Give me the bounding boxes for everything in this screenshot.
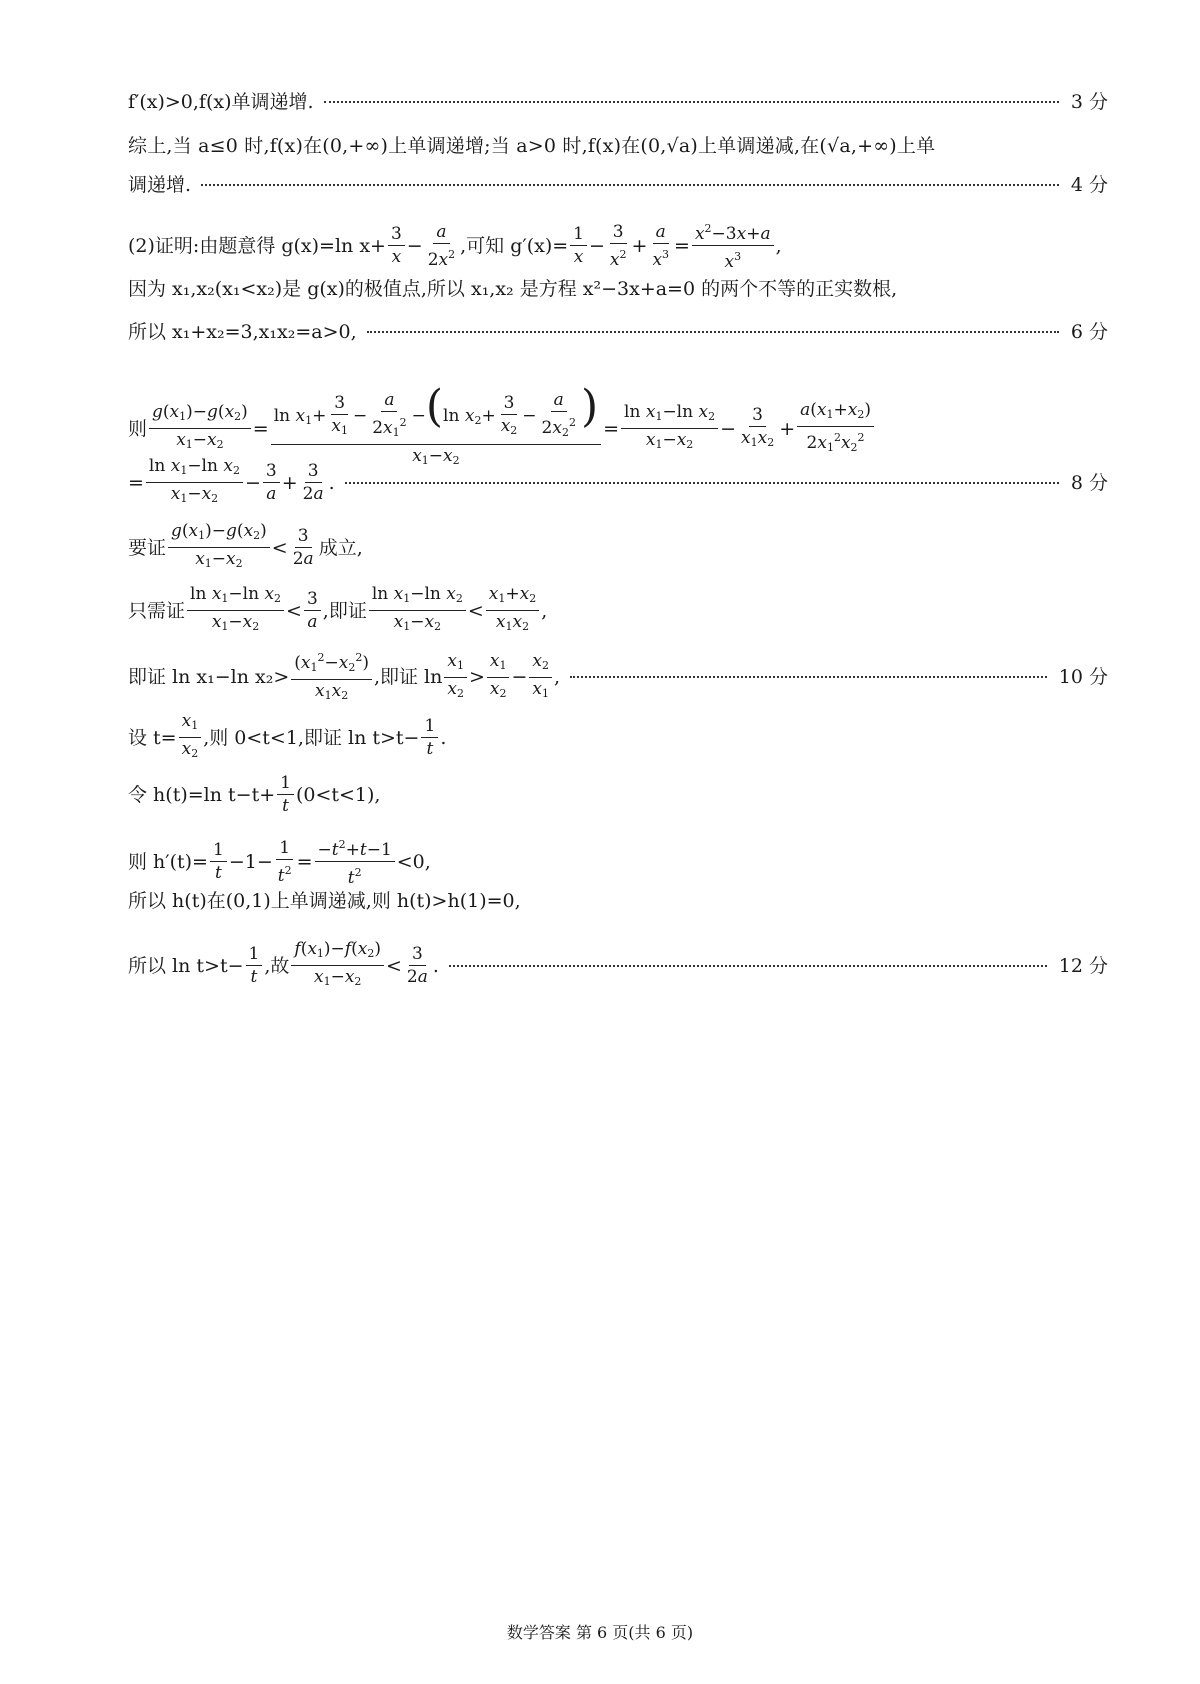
fraction: $\frac{\ln x_1-\ln x_2}{x_1-x_2}$: [146, 455, 243, 510]
line-11-prefix: 即证 ln x₁−ln x₂>: [128, 666, 290, 688]
dot-leader: [449, 965, 1047, 967]
fraction: $\frac{3}{x}$: [388, 223, 405, 268]
line-13-prefix: 令 h(t)=ln t−t+: [128, 783, 276, 806]
line-16: 所以 ln t>t− $\frac{1}{t}$ ,故 $\frac{f(x_1)-f(x_2)}{x_1-x_2}$ < $\frac{3}{2a}$ . 12 分: [128, 938, 1108, 993]
fraction: $\frac{3}{x_1x_2}$: [741, 404, 775, 449]
line-12: 设 t= $\frac{x_1}{x_2}$ ,则 0<t<1,即证 ln t>t− $\frac{1}{t}$ .: [128, 710, 1108, 765]
line-10-mid: ,即证: [322, 599, 367, 622]
line-3-text: 调递增.: [128, 174, 192, 196]
line-5-text: 因为 x₁,x₂(x₁<x₂)是 g(x)的极值点,所以 x₁,x₂ 是方程 x²−3x+a=0 的两个不等的正实数根,: [128, 278, 898, 300]
fraction: $\frac{3}{a}$: [304, 588, 321, 633]
line-14: 则 h′(t)= $\frac{1}{t}$ −1− $\frac{1}{t^2}$ = $\frac{-t^2+t-1}{t^2}$ <0,: [128, 834, 1108, 889]
fraction: $\frac{1}{x}$: [570, 223, 587, 268]
fraction: $\frac{f(x_1)-f(x_2)}{x_1-x_2}$: [291, 938, 384, 993]
fraction: $\frac{a}{2x^2}$: [427, 221, 456, 270]
line-8: = $\frac{\ln x_1-\ln x_2}{x_1-x_2}$ − $\frac{3}{a}$ + $\frac{3}{2a}$ . 8 分: [128, 455, 1108, 510]
dot-leader: [324, 101, 1059, 103]
fraction: $\frac{1}{t}$: [210, 839, 227, 884]
score-3: 3 分: [1070, 91, 1108, 113]
fraction: $\frac{(x_1^2-x_2^2)}{x_1x_2}$: [291, 647, 372, 707]
dot-leader: [201, 184, 1059, 186]
fraction: $\frac{1}{t}$: [421, 715, 438, 760]
line-5: [128, 274, 1108, 304]
line-6-text: 所以 x₁+x₂=3,x₁x₂=a>0,: [128, 321, 357, 343]
score-12: 12 分: [1058, 954, 1108, 977]
line-13: [128, 772, 1108, 817]
line-4-prefix: (2)证明:由题意得 g(x)=ln x+: [128, 234, 386, 257]
fraction: $\ln x_1+$ $\frac{3}{x_1}$ − $\frac{a}{2x_1^2}$ −(ln $x_2+$ $\frac{3}{x_2}$ − $\frac{a}{2x_2^2}$ ) $x_1-x_2$: [271, 385, 601, 472]
line-12-suffix: ,则 0<t<1,即证 ln t>t−: [203, 726, 420, 749]
fraction: $\frac{-t^2+t-1}{t^2}$: [315, 834, 395, 889]
line-16-mid: ,故: [264, 954, 290, 977]
score-10: 10 分: [1058, 666, 1108, 688]
line-10: 只需证 $\frac{\ln x_1-\ln x_2}{x_1-x_2}$ < $\frac{3}{a}$ ,即证 $\frac{\ln x_1-\ln x_2}{x_1-x_2}$ < $\frac{x_1+x_2}{x_1x_2}$ ,: [128, 583, 1108, 638]
line-16-prefix: 所以 ln t>t−: [128, 954, 244, 977]
line-15: [128, 886, 1108, 916]
fraction: $\frac{3}{a}$: [263, 460, 280, 505]
fraction: $\frac{3}{2a}$: [406, 944, 428, 987]
score-4: 4 分: [1070, 174, 1108, 196]
page-footer: 数学答案 第 6 页(共 6 页): [506, 1623, 694, 1642]
line-6: [128, 317, 1108, 347]
dot-leader: [367, 331, 1059, 333]
dot-leader: [345, 482, 1059, 484]
line-9-prefix: 要证: [128, 536, 167, 559]
fraction: $\frac{1}{t}$: [277, 772, 294, 817]
fraction: $\frac{3}{2a}$: [302, 461, 324, 504]
score-8: 8 分: [1070, 471, 1108, 494]
line-2: [128, 131, 1108, 161]
line-10-prefix: 只需证: [128, 599, 186, 622]
fraction: $\frac{\ln x_1-\ln x_2}{x_1-x_2}$: [187, 583, 284, 638]
fraction: $\frac{3}{x^2}$: [609, 221, 627, 270]
score-6: 6 分: [1070, 321, 1108, 343]
line-2-text: 综上,当 a≤0 时,f(x)在(0,+∞)上单调递增;当 a>0 时,f(x)在(0,√a)上单调递减,在(√a,+∞)上单: [128, 135, 936, 157]
fraction: $\frac{a}{x^3}$: [652, 221, 670, 270]
fraction: $\frac{\ln x_1-\ln x_2}{x_1-x_2}$: [621, 401, 718, 456]
line-4-mid: ,可知 g′(x)=: [460, 234, 569, 257]
fraction: $\frac{x_1}{x_2}$: [487, 650, 510, 705]
line-7: 则 $\frac{g(x_1)-g(x_2)}{x_1-x_2}$ = $\ln x_1+$ $\frac{3}{x_1}$ − $\frac{a}{2x_1^2}$ −(ln $x_2+$ $\frac{3}{x_2}$ − $\frac{a}{2x_2^2}$ ) $x_1-x_2$ = $\frac{\ln x_1-\ln x_2}{x_1-x_2}$ − $\frac{3}{x_1x_2}$ + $\frac{a(x_1+x_2)}{2x_1^2x_2^2}$: [128, 385, 1108, 472]
line-9: 要证 $\frac{g(x_1)-g(x_2)}{x_1-x_2}$ < $\frac{3}{2a}$ 成立,: [128, 520, 1108, 575]
line-9-suffix: 成立,: [318, 536, 363, 559]
fraction: $\frac{\ln x_1-\ln x_2}{x_1-x_2}$: [369, 583, 466, 638]
fraction: $\frac{1}{t}$: [246, 943, 263, 988]
fraction: $\frac{g(x_1)-g(x_2)}{x_1-x_2}$: [168, 520, 270, 575]
fraction: $\frac{3}{2a}$: [292, 526, 314, 569]
fraction: $\frac{x^2-3x+a}{x^3}$: [692, 218, 774, 273]
line-12-prefix: 设 t=: [128, 726, 177, 749]
fraction: $\frac{a(x_1+x_2)}{2x_1^2x_2^2}$: [797, 399, 874, 459]
line-3: [128, 170, 1108, 200]
line-7-prefix: 则: [128, 417, 148, 440]
fraction: $\frac{x_1}{x_2}$: [444, 650, 467, 705]
dot-leader: [570, 676, 1047, 678]
line-11: 即证 ln x₁−ln x₂> $\frac{(x_1^2-x_2^2)}{x_1x_2}$ ,即证 ln $\frac{x_1}{x_2}$ > $\frac{x_1}{x_2}$ − $\frac{x_2}{x_1}$ , 10 分: [128, 647, 1108, 707]
line-1-text: f′(x)>0,f(x)单调递增.: [128, 91, 314, 113]
line-4: (2)证明:由题意得 g(x)=ln x+ $\frac{3}{x}$ − $\frac{a}{2x^2}$ ,可知 g′(x)= $\frac{1}{x}$ − $\frac{3}{x^2}$ + $\frac{a}{x^3}$ = $\frac{x^2-3x+a}{x^3}$ ,: [128, 218, 1108, 273]
line-13-suffix: (0<t<1),: [295, 783, 381, 806]
line-11-mid: ,即证 ln: [373, 666, 443, 688]
fraction: $\frac{x_1}{x_2}$: [179, 710, 202, 765]
fraction: $\frac{1}{t^2}$: [277, 837, 292, 886]
fraction: $\frac{x_2}{x_1}$: [529, 650, 552, 705]
line-1: [128, 87, 1108, 117]
line-15-text: 所以 h(t)在(0,1)上单调递减,则 h(t)>h(1)=0,: [128, 890, 521, 912]
fraction: $\frac{x_1+x_2}{x_1x_2}$: [486, 583, 539, 638]
line-14-prefix: 则 h′(t)=: [128, 850, 208, 873]
fraction: $\frac{g(x_1)-g(x_2)}{x_1-x_2}$: [149, 401, 251, 456]
